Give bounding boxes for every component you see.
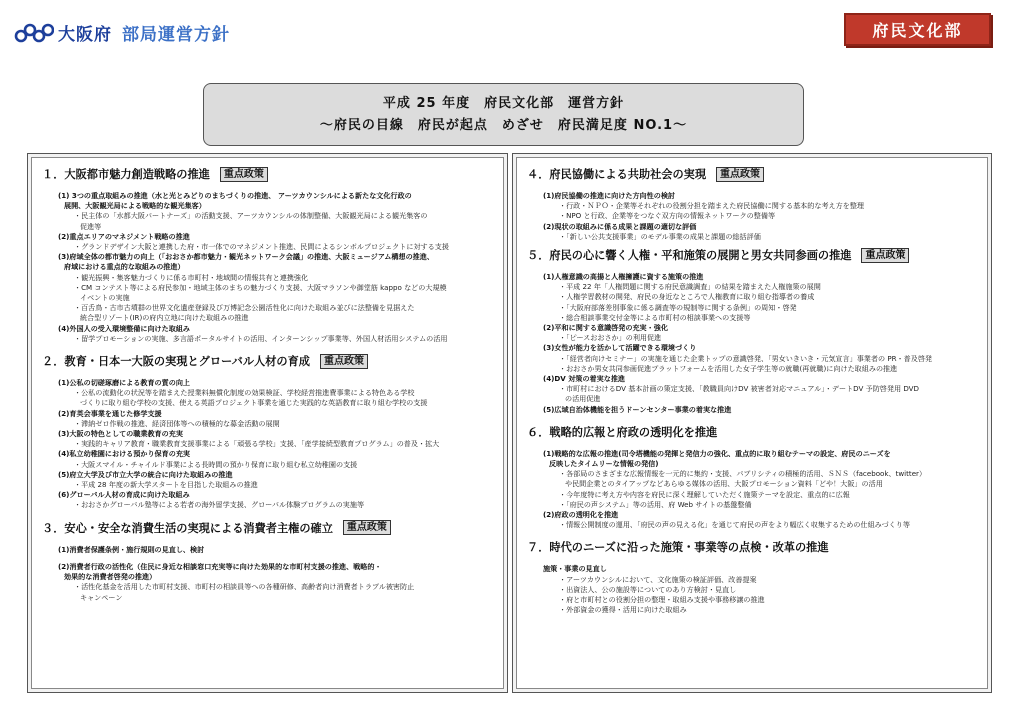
item-detail: ・百舌鳥・古市古墳群の世界文化遺産登録及び万博記念公園活性化に向けた取組み並びに法整備を見据えた <box>74 303 415 313</box>
section-title-text: ７．時代のニーズに沿った施策・事業等の点検・改革の推進 <box>527 541 829 555</box>
item-detail: 統合型リゾート(IR)の府内立地に向けた取組みの推進 <box>80 313 249 323</box>
item-detail: ・民主体の「水都大阪パートナーズ」の活動支援、アーツカウンシルの体制整備、大阪観光局による観光集客の <box>74 211 428 221</box>
section-title-text: ２．教育・日本一大阪の実現とグローバル人材の育成 <box>42 355 310 369</box>
item-detail: 促進等 <box>80 221 102 231</box>
item-heading: (4)私立幼稚園における預かり保育の充実 <box>58 449 191 459</box>
osaka-emblem-icon <box>14 21 54 45</box>
item-detail: ・「経営者向けセミナー」の実施を通じた企業トップの意識啓発、「男女いきいき・元気宣言」事業者の PR・普及啓発 <box>559 353 933 363</box>
item-detail: ・滞納ゼロ作戦の推進、経済団体等への積極的な募金活動の展開 <box>74 418 280 428</box>
item-detail: ・外部資金の獲得・活用に向けた取組み <box>559 605 687 615</box>
item-detail: ・「府民の声システム」等の活用、府 Web サイトの基盤整備 <box>559 499 752 509</box>
item-heading: (1) 3つの重点取組みの推進（水と光とみどりのまちづくりの推進、 アーツカウンシルによる新たな文化行政の <box>58 191 412 200</box>
item-detail: ・大阪スマイル・チャイルド事業による長時間の預かり保育に取り組む私立幼稚園の支援 <box>74 459 358 469</box>
item-heading: 展開、大阪観光局による戦略的な観光集客） <box>64 201 206 211</box>
item-heading: (2)府政の透明化を推進 <box>543 510 619 520</box>
item-heading: (4)外国人の受入環境整備に向けた取組み <box>58 323 191 333</box>
item-heading: (1)戦略的な広報の推進(司令塔機能の発揮と発信力の強化、重点的に取り組むテーマの設定、府民のニーズを <box>543 448 891 458</box>
item-heading: 府域における重点的な取組みの推進） <box>64 262 185 272</box>
item-heading: (2)平和に関する意識啓発の充実・強化 <box>543 323 668 333</box>
item-detail: ・グランドデザイン大阪と連携した府・市一体でのマネジメント推進、民間によるシンボルプロジェクトに対する支援 <box>74 242 449 252</box>
item-detail: ・公私の流動化の状況等を踏まえた授業料無償化制度の効果検証、学校経営推進費事業による特色ある学校 <box>74 388 415 398</box>
left-panel-content <box>31 157 504 689</box>
right-panel-content <box>516 157 988 689</box>
title-line-2: ～府民の目線 府民が起点 めざせ 府民満足度 NO.1～ <box>319 117 688 133</box>
section-5-title <box>527 247 977 263</box>
priority-badge: 重点政策 <box>320 354 368 369</box>
section-title-text: ５．府民の心に響く人権・平和施策の展開と男女共同参画の推進 <box>527 249 852 263</box>
item-heading: (3)府域全体の都市魅力の向上（「おおさか都市魅力・観光ネットワーク会議」の推進、大阪ミュージアム構想の推進、 <box>58 252 434 262</box>
section-title-text: ６．戦略的広報と府政の透明化を推進 <box>527 425 718 439</box>
item-heading: (2)現状の取組みに係る成果と課題の適切な評価 <box>543 221 697 231</box>
item-heading: (1)公私の切磋琢磨による教育の質の向上 <box>58 378 191 388</box>
item-detail: ・活性化基金を活用した市町村支援、市町村の相談員等への各種研修、高齢者向け消費者トラブル被害防止 <box>74 582 415 592</box>
item-detail: ・「新しい公共支援事業」のモデル事業の成果と課題の総括評価 <box>559 231 761 241</box>
section-2-title <box>42 353 493 369</box>
item-detail: ・CM コンテスト等による府民参加・地域主体のまちの魅力づくり支援、大阪マラソンや御堂筋 kappo などの大規模 <box>74 282 447 292</box>
department-badge: 府民文化部 <box>844 13 991 46</box>
item-detail: や民間企業とのタイアップなどあらゆる媒体の活用、大阪プロモーション資料「どや！大阪」の活用 <box>565 479 883 489</box>
item-detail: ・今年度特に考え方や内容を府民に深く理解していただく施策テーマを設定、重点的に広報 <box>559 489 850 499</box>
priority-badge: 重点政策 <box>343 520 391 535</box>
item-detail: ・情報公開制度の運用、「府民の声の見える化」を通じて府民の声をより幅広く収集するための仕組みづくり等 <box>559 520 910 530</box>
section-3-title <box>42 520 493 536</box>
item-heading: (6)グローバル人材の育成に向けた取組み <box>58 490 190 500</box>
item-detail: ・おおさかグローバル塾等による若者の海外留学支援、グローバル体験プログラムの実施等 <box>74 500 365 510</box>
item-detail: づくりに取り組む学校の支援、使える英語プロジェクト事業を通じた実践的な英語教育に取り組む学校の支援 <box>80 398 428 408</box>
item-detail: ・「ピースおおさか」の利用促進 <box>559 333 662 343</box>
item-heading: (2)育英会事業を通じた修学支援 <box>58 408 162 418</box>
item-detail: ・府と市町村との役割分担の整理・取組み支援や事務移譲の推進 <box>559 595 765 605</box>
section-1-title <box>42 166 493 182</box>
item-heading: (1)人権意識の高揚と人権擁護に資する施策の推進 <box>543 272 704 282</box>
section-4-title <box>527 166 977 182</box>
item-heading: (3)大阪の特色としての職業教育の充実 <box>58 429 183 439</box>
item-detail: ・NPO と行政、企業等をつなぐ双方向の情報ネットワークの整備等 <box>559 211 776 221</box>
item-detail: の活用促進 <box>565 394 601 404</box>
item-heading: 効果的な消費者啓発の推進） <box>64 572 157 582</box>
item-detail: ・総合相談事業交付金等による市町村の相談事業への支援等 <box>559 312 751 322</box>
section-title-text: ４．府民協働による共助社会の実現 <box>527 168 707 181</box>
item-heading: (4)DV 対策の着実な推進 <box>543 374 626 384</box>
left-panel <box>27 153 508 693</box>
item-detail: イベントの実施 <box>80 293 130 303</box>
item-detail: ・市町村におけるDV 基本計画の策定支援、「教職員向けDV 被害者対応マニュアル」・デートDV 予防啓発用 DVD <box>559 384 919 394</box>
osaka-logo <box>14 20 230 45</box>
item-detail: ・行政・ＮＰＯ・企業等それぞれの役割分担を踏まえた府民協働に関する基本的な考え方を整理 <box>559 201 865 211</box>
item-detail: ・人権学習教材の開発、府民の身近なところで人権教育に取り組む指導者の養成 <box>559 292 815 302</box>
section-6-title <box>527 424 977 440</box>
item-detail: ・おおさか男女共同参画促進プラットフォームを活用した女子学生等の就職(再就職)に向けた取組みの推進 <box>559 363 898 373</box>
title-box <box>203 83 804 146</box>
item-detail: ・出資法人、公の施設等についてのあり方検討・見直し <box>559 584 737 594</box>
priority-badge: 重点政策 <box>716 167 764 182</box>
item-detail: ・平成 28 年度の新大学スタートを目指した取組みの推進 <box>74 480 258 490</box>
item-heading: (2)重点エリアのマネジメント戦略の推進 <box>58 231 190 241</box>
item-detail: ・留学プロモーションの実施、多言語ポータルサイトの活用、インターンシップ事業等、外国人材活用システムの活用 <box>74 333 448 343</box>
item-detail: ・アーツカウンシルにおいて、文化施策の検証評価、改善提案 <box>559 574 757 584</box>
item-detail: ・「大阪府部落差別事象に係る調査等の規制等に関する条例」の周知・啓発 <box>559 302 797 312</box>
item-heading: (2)消費者行政の活性化（住民に身近な相談窓口充実等に向けた効果的な市町村支援の推進、戦略的・ <box>58 561 382 571</box>
item-heading: 反映したタイムリーな情報の発信) <box>549 459 659 469</box>
right-panel <box>512 153 992 693</box>
priority-badge: 重点政策 <box>861 248 909 263</box>
item-heading: (1)消費者保護条例・施行規則の見直し、検討 <box>58 544 205 554</box>
item-detail: ・各部局のさまざまな広報情報を一元的に集約・支援、パブリシティの積極的活用、ＳＮＳ（facebook、twitter） <box>559 469 927 479</box>
item-detail: キャンペーン <box>80 592 123 602</box>
priority-badge: 重点政策 <box>220 167 268 182</box>
doc-subtitle: 部局運営方針 <box>122 25 230 45</box>
item-detail: ・平成 22 年「人権問題に関する府民意識調査」の結果を踏まえた人権施策の展開 <box>559 282 821 292</box>
item-detail: ・観光振興・集客魅力づくりに係る市町村・地域間の情報共有と連携強化 <box>74 272 309 282</box>
section-title-text: ３．安心・安全な消費生活の実現による消費者主権の確立 <box>42 521 333 535</box>
item-heading: (1)府民協働の推進に向けた方向性の検討 <box>543 191 676 200</box>
item-heading: (3)女性が能力を活かして活躍できる環境づくり <box>543 343 697 353</box>
item-heading: 施策・事業の見直し <box>543 564 607 574</box>
item-heading: (5)府立大学及び市立大学の統合に向けた取組みの推進 <box>58 469 233 479</box>
section-7-title <box>527 539 977 555</box>
item-heading: (5)広域自治体機能を担うドーンセンター事業の着実な推進 <box>543 404 732 414</box>
org-name: 大阪府 <box>58 25 112 45</box>
item-detail: ・実践的キャリア教育・職業教育支援事業による「頑張る学校」支援、「産学接続型教育プログラム」の普及・拡大 <box>74 439 440 449</box>
section-title-text: １．大阪都市魅力創造戦略の推進 <box>42 168 210 181</box>
title-line-1: 平成 25 年度 府民文化部 運営方針 <box>382 95 625 111</box>
